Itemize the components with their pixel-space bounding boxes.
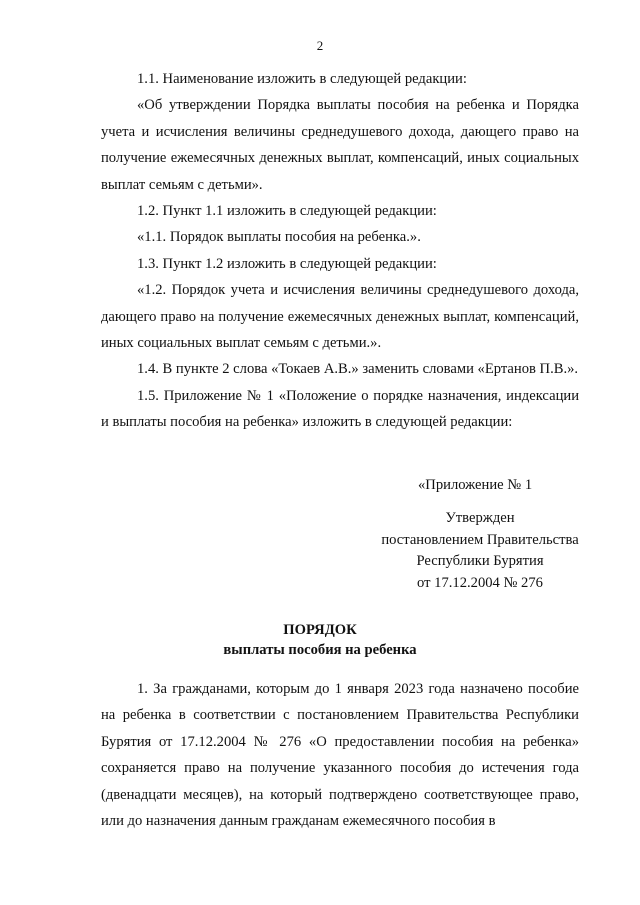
- approval-approved: Утвержден: [445, 510, 515, 526]
- paragraph-1-4: 1.4. В пункте 2 слова «Токаев А.В.» заменить словами «Ертанов П.В.».: [137, 361, 579, 378]
- title-main: ПОРЯДОК: [283, 622, 357, 638]
- paragraph-1-2-text: «1.1. Порядок выплаты пособия на ребенка.».: [137, 229, 421, 246]
- amendments-section: [101, 66, 579, 436]
- paragraph-1-1: 1.1. Наименование изложить в следующей редакции:: [137, 71, 467, 87]
- approval-block: [360, 508, 600, 594]
- paragraph-1-1-text: «Об утверждении Порядка выплаты пособия на ребенка и Порядка учета и исчисления величины среднедушевого дохода, дающего право на получение ежемесячных денежных выплат, компенсаций, иных социальных выплат семьям с детьми».: [101, 97, 579, 193]
- paragraph-1-3-text: «1.2. Порядок учета и исчисления величины среднедушевого дохода, дающего право на получение ежемесячных денежных выплат, компенсаций, иных социальных выплат семьям с детьми.».: [101, 282, 579, 352]
- approval-by: постановлением Правительства: [381, 531, 579, 548]
- order-body: [101, 676, 579, 834]
- paragraph-1-3: 1.3. Пункт 1.2 изложить в следующей редакции:: [137, 255, 437, 272]
- approval-date: от 17.12.2004 № 276: [417, 574, 543, 591]
- order-paragraph-1: 1. За гражданами, которым до 1 января 2023 года назначено пособие на ребенка в соответствии с постановлением Правительства Республики Бурятия от 17.12.2004 № 276 «О предоставлении пособия на ребенка» сохраняется право на получение указанного пособия до истечения года (двенадцати месяцев), на который подтверждено соответствующее право, или до назначения данным гражданам ежемесячного пособия в: [101, 681, 579, 830]
- page-number: 2: [316, 38, 324, 53]
- appendix-heading: «Приложение № 1: [418, 477, 533, 493]
- title-sub: выплаты пособия на ребенка: [223, 642, 417, 658]
- paragraph-1-5: 1.5. Приложение № 1 «Положение о порядке назначения, индексации и выплаты пособия на ребенка» изложить в следующей редакции:: [101, 387, 579, 431]
- approval-region: Республики Бурятия: [416, 553, 544, 569]
- document-title: [0, 620, 640, 660]
- paragraph-1-2: 1.2. Пункт 1.1 изложить в следующей редакции:: [137, 203, 437, 220]
